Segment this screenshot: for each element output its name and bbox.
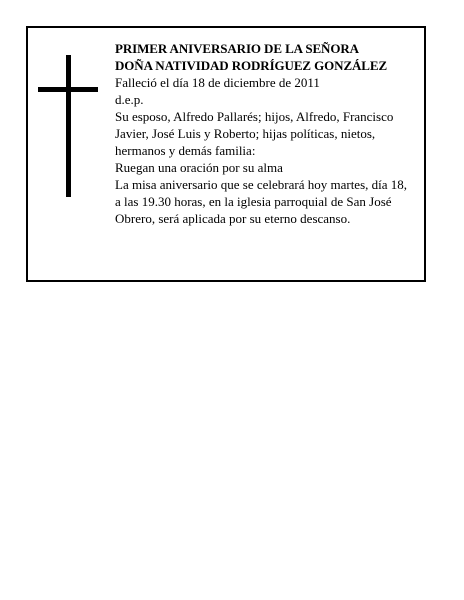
death-date: Falleció el día 18 de diciembre de 2011 [115, 75, 320, 90]
mass-details: La misa aniversario que se celebrará hoy martes, día 18, a las 19.30 horas, en la iglesia parroquial de San José Obrero, será aplicada por su eterno descanso. [115, 177, 408, 226]
prayer-request: Ruegan una oración por su alma [115, 160, 283, 175]
heading-line-2: DOÑA NATIVIDAD RODRÍGUEZ GONZÁLEZ [115, 58, 388, 73]
notice-text-block [115, 40, 415, 227]
rip-abbreviation: d.e.p. [115, 92, 144, 107]
latin-cross-icon [38, 55, 98, 197]
obituary-notice [26, 26, 426, 282]
cross-horizontal-bar [38, 87, 98, 92]
family-mourners: Su esposo, Alfredo Pallarés; hijos, Alfredo, Francisco Javier, José Luis y Roberto; hijas políticas, nietos, hermanos y demás familia: [115, 109, 394, 158]
heading-line-1: PRIMER ANIVERSARIO DE LA SEÑORA [115, 41, 359, 56]
cross-vertical-bar [66, 55, 71, 197]
notice-heading [115, 40, 415, 74]
